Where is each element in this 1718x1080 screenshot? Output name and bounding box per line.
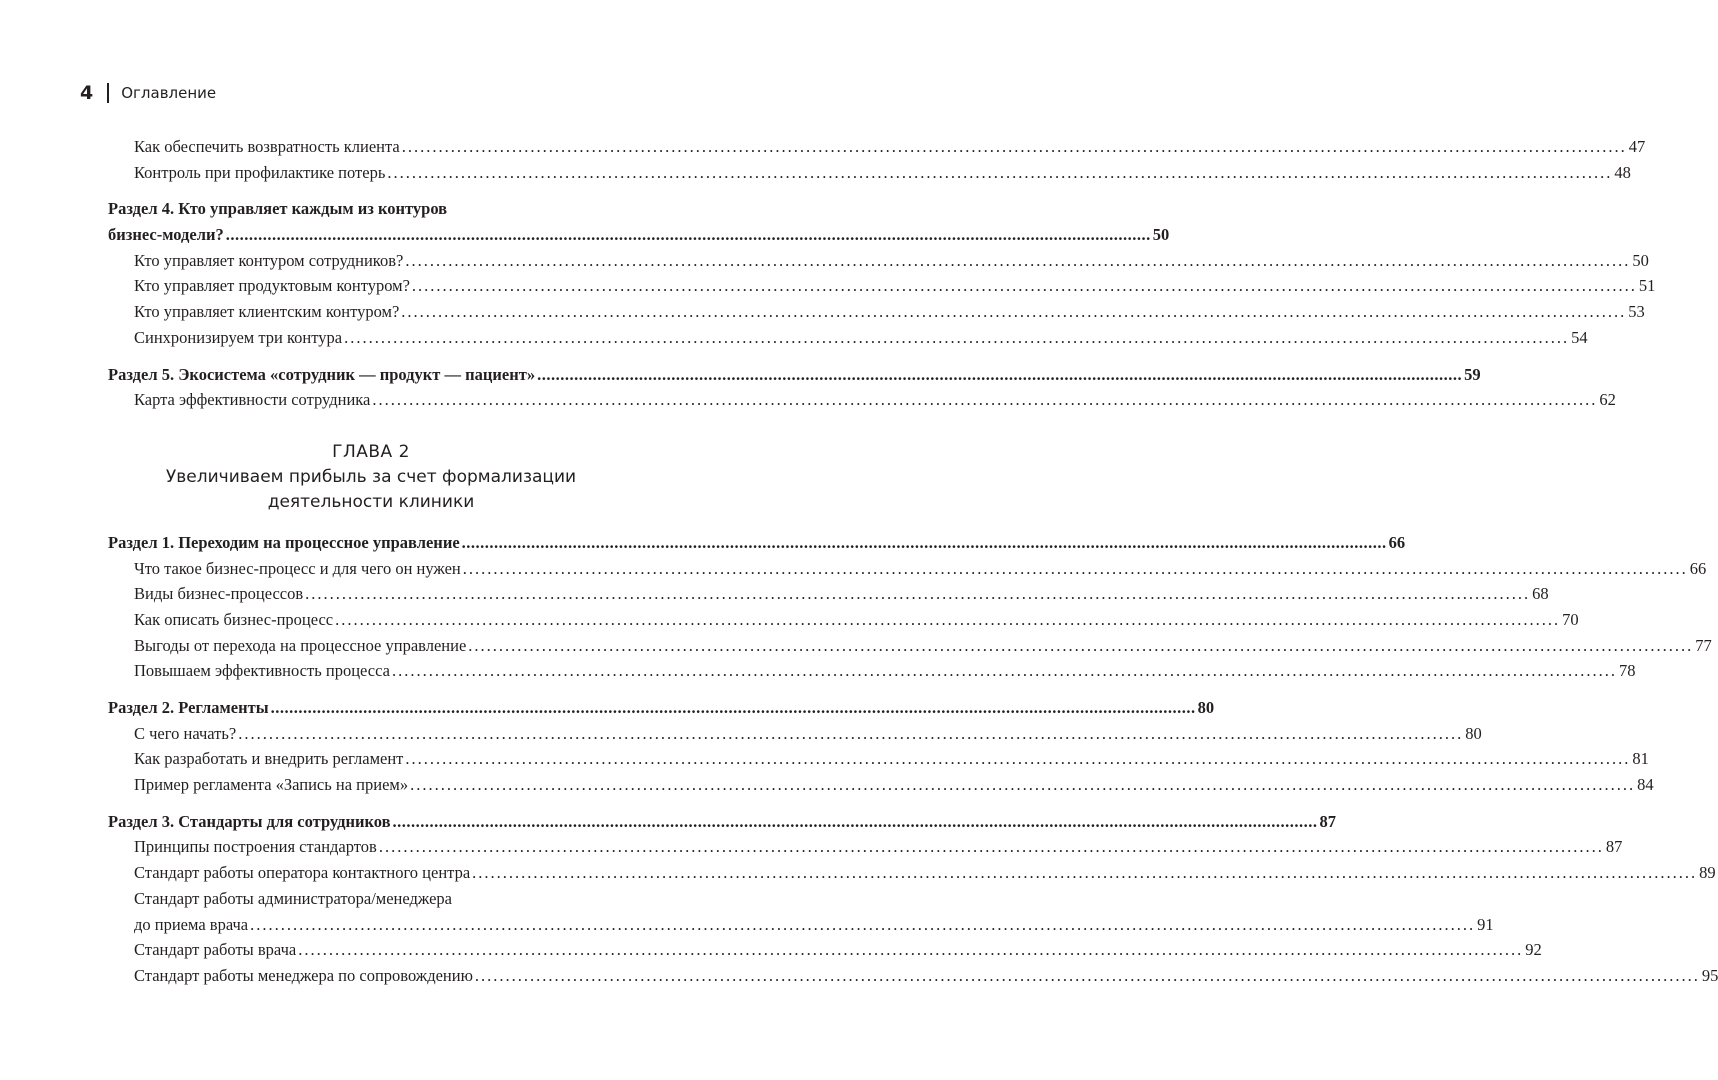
running-title: Оглавление — [121, 84, 217, 102]
section-heading[interactable] — [108, 809, 1337, 835]
toc-entry-page: 91 — [1477, 914, 1494, 934]
toc-entry-page: 87 — [1605, 837, 1623, 857]
section-heading-title: Раздел 1. Переходим на процессное управление — [108, 532, 460, 552]
leader-dots: ........................................................................................................................................................................................................ — [468, 635, 1694, 655]
page-number: 4 — [80, 82, 94, 104]
toc-entry-page: 78 — [1618, 661, 1636, 681]
toc-entry-title-line[interactable]: Стандарт работы администратора/менеджера — [134, 888, 452, 908]
toc-entry[interactable] — [108, 607, 1579, 633]
chapter-title-line: деятельности клиники — [267, 491, 475, 512]
table-of-contents — [108, 134, 1718, 989]
toc-entry[interactable] — [108, 721, 1482, 747]
toc-entry-title: С чего начать? — [134, 723, 237, 743]
leader-dots: ........................................................................................................................................................................................................ — [305, 584, 1531, 604]
toc-entry-title: Кто управляет контуром сотрудников? — [134, 250, 404, 270]
toc-entry-title: Повышаем эффективность процесса — [134, 661, 390, 681]
leader-dots: ........................................................................................................................................................................................................ — [225, 225, 1151, 245]
toc-entry-title: Выгоды от перехода на процессное управление — [134, 635, 467, 655]
leader-dots: ........................................................................................................................................................................................................ — [462, 558, 1688, 578]
section-heading-page: 80 — [1197, 698, 1215, 717]
toc-entry[interactable] — [108, 772, 1654, 798]
header-divider — [107, 83, 109, 103]
toc-entry-page: 89 — [1699, 863, 1716, 883]
toc-entry[interactable] — [108, 248, 1649, 274]
toc-entry-title: Стандарт работы менеджера по сопровождению — [134, 965, 473, 985]
toc-entry[interactable] — [108, 633, 1712, 659]
leader-dots: ........................................................................................................................................................................................................ — [405, 749, 1631, 769]
toc-entry-page: 54 — [1571, 327, 1588, 347]
section-heading-page: 50 — [1152, 225, 1170, 245]
leader-dots: ........................................................................................................................................................................................................ — [472, 863, 1698, 883]
leader-dots: ........................................................................................................................................................................................................ — [250, 914, 1476, 934]
section-heading-title: Раздел 3. Стандарты для сотрудников — [108, 811, 391, 831]
leader-dots: ........................................................................................................................................................................................................ — [461, 532, 1387, 552]
leader-dots: ........................................................................................................................................................................................................ — [270, 698, 1196, 717]
toc-entry-page: 48 — [1614, 162, 1631, 182]
section-heading[interactable] — [108, 362, 1481, 388]
toc-entry[interactable] — [108, 860, 1716, 886]
toc-entry[interactable] — [108, 581, 1549, 607]
toc-entry[interactable] — [108, 299, 1645, 325]
chapter-label: ГЛАВА 2 — [332, 441, 410, 462]
toc-entry[interactable] — [108, 325, 1588, 351]
leader-dots: ........................................................................................................................................................................................................ — [405, 250, 1631, 270]
leader-dots: ........................................................................................................................................................................................................ — [474, 965, 1700, 985]
leader-dots: ........................................................................................................................................................................................................ — [401, 302, 1627, 322]
leader-dots: ........................................................................................................................................................................................................ — [411, 276, 1637, 296]
leader-dots: ........................................................................................................................................................................................................ — [537, 364, 1463, 384]
leader-dots: ........................................................................................................................................................................................................ — [392, 811, 1318, 831]
section-heading[interactable] — [108, 222, 1170, 248]
toc-entry-title: Принципы построения стандартов — [134, 837, 377, 857]
toc-entry[interactable] — [108, 273, 1656, 299]
section-heading-title: Раздел 5. Экосистема «сотрудник — продукт — пациент» — [108, 364, 536, 384]
toc-entry-title: Контроль при профилактике потерь — [134, 162, 386, 182]
toc-entry-page: 50 — [1632, 250, 1649, 270]
toc-entry-title: Синхронизируем три контура — [134, 327, 343, 347]
toc-entry[interactable] — [108, 937, 1542, 963]
toc-entry-page: 51 — [1638, 276, 1656, 296]
leader-dots: ........................................................................................................................................................................................................ — [335, 609, 1561, 629]
toc-entry[interactable] — [108, 387, 1616, 413]
toc-entry[interactable] — [108, 556, 1707, 582]
leader-dots: ........................................................................................................................................................................................................ — [410, 775, 1636, 795]
leader-dots: ........................................................................................................................................................................................................ — [344, 327, 1570, 347]
toc-entry-title: Пример регламента «Запись на прием» — [134, 775, 409, 795]
toc-entry-page: 77 — [1695, 635, 1712, 655]
toc-entry[interactable] — [108, 746, 1649, 772]
leader-dots: ........................................................................................................................................................................................................ — [298, 940, 1524, 960]
toc-entry-page: 53 — [1628, 302, 1645, 322]
toc-entry-page: 62 — [1599, 390, 1616, 410]
running-header — [80, 82, 216, 104]
toc-entry-page: 68 — [1532, 584, 1549, 604]
toc-entry[interactable] — [108, 963, 1718, 989]
chapter-heading — [108, 440, 634, 515]
toc-entry-title: до приема врача — [134, 914, 249, 934]
section-heading-line[interactable]: Раздел 4. Кто управляет каждым из контуров — [108, 199, 448, 219]
leader-dots: ........................................................................................................................................................................................................ — [372, 390, 1598, 410]
toc-entry-title: Стандарт работы оператора контактного центра — [134, 863, 471, 883]
toc-entry-page: 95 — [1701, 965, 1718, 985]
toc-entry[interactable] — [108, 658, 1636, 684]
toc-entry-title: Кто управляет клиентским контуром? — [134, 302, 400, 322]
leader-dots: ........................................................................................................................................................................................................ — [387, 162, 1613, 182]
section-heading[interactable] — [108, 530, 1406, 556]
toc-entry-title: Что такое бизнес-процесс и для чего он нужен — [134, 558, 461, 578]
toc-entry[interactable] — [108, 160, 1631, 186]
toc-entry-page: 84 — [1637, 775, 1654, 795]
toc-entry-title: Кто управляет продуктовым контуром? — [134, 276, 410, 296]
section-heading-title: бизнес-модели? — [108, 225, 224, 245]
section-heading-page: 87 — [1319, 811, 1337, 831]
leader-dots: ........................................................................................................................................................................................................ — [401, 137, 1627, 156]
toc-entry-title: Стандарт работы врача — [134, 940, 297, 960]
toc-entry-page: 70 — [1562, 609, 1579, 629]
toc-entry-page: 92 — [1525, 940, 1542, 960]
toc-entry-title: Виды бизнес-процессов — [134, 584, 304, 604]
section-heading-page: 59 — [1464, 364, 1481, 384]
toc-entry-page: 47 — [1628, 137, 1646, 156]
leader-dots: ........................................................................................................................................................................................................ — [378, 837, 1604, 857]
toc-entry-page: 66 — [1689, 558, 1707, 578]
leader-dots: ........................................................................................................................................................................................................ — [238, 723, 1464, 743]
section-heading-page: 66 — [1388, 532, 1406, 552]
toc-entry-title: Как обеспечить возвратность клиента — [134, 137, 400, 156]
leader-dots: ........................................................................................................................................................................................................ — [391, 661, 1617, 681]
toc-entry-page: 80 — [1465, 723, 1482, 743]
toc-entry[interactable] — [108, 912, 1494, 938]
toc-entry-title: Карта эффективности сотрудника — [134, 390, 371, 410]
section-heading[interactable] — [108, 695, 1215, 721]
chapter-title-line: Увеличиваем прибыль за счет формализации — [165, 466, 577, 487]
toc-entry-page: 81 — [1632, 749, 1649, 769]
toc-entry[interactable] — [108, 134, 1646, 160]
toc-entry-title: Как разработать и внедрить регламент — [134, 749, 404, 769]
section-heading-title: Раздел 2. Регламенты — [108, 698, 269, 717]
toc-entry-title: Как описать бизнес-процесс — [134, 609, 334, 629]
toc-entry[interactable] — [108, 834, 1623, 860]
